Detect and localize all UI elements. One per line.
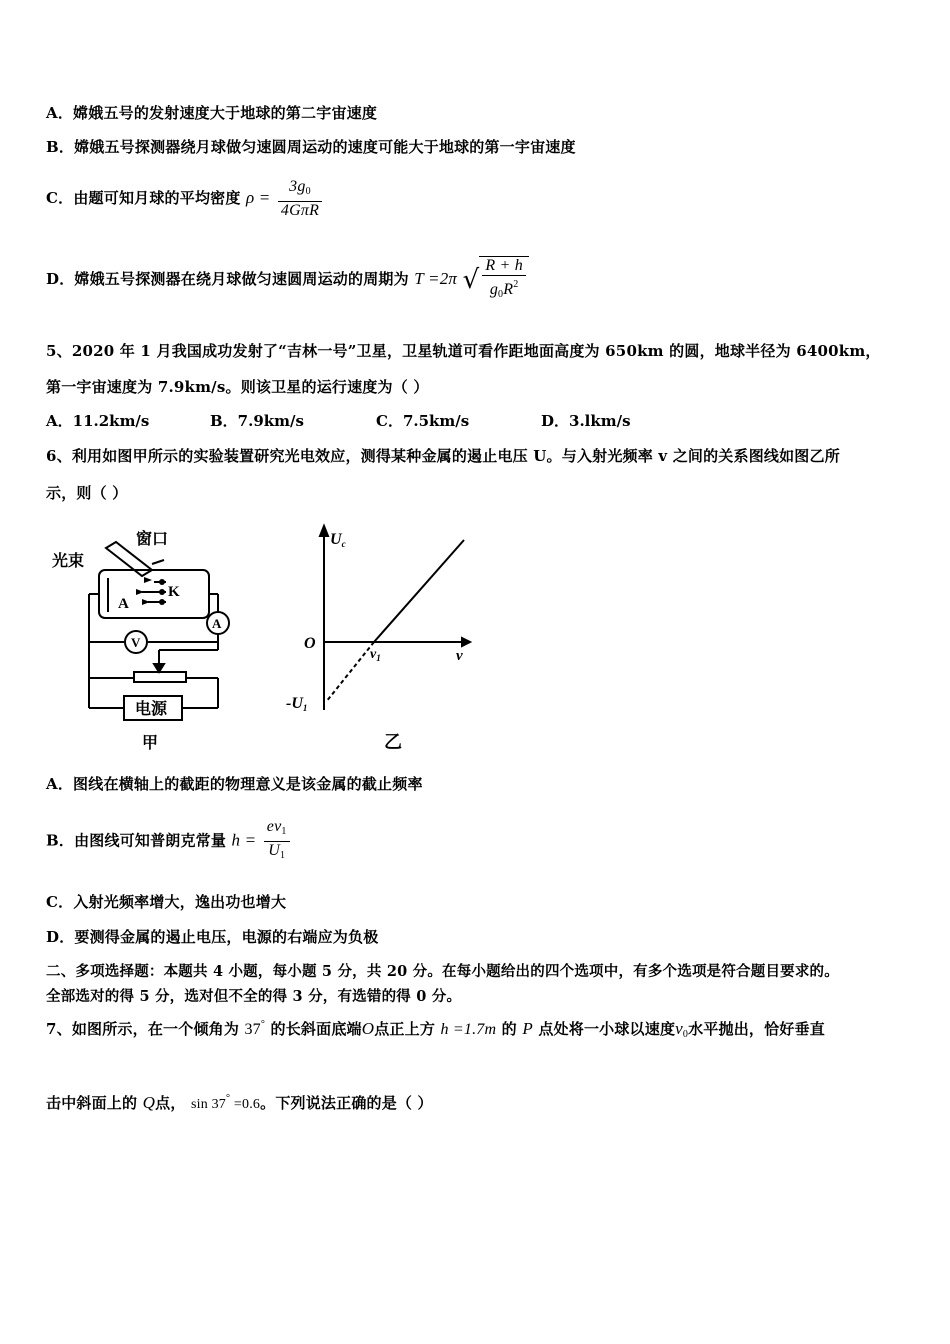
period-fraction	[482, 257, 526, 304]
phototube-outline	[99, 570, 209, 618]
planck-denominator-sub: 1	[279, 850, 286, 861]
period-numerator: R + h	[482, 257, 526, 276]
planck-denominator: U	[268, 842, 280, 859]
q7-text-7: 击中斜面上的	[46, 1094, 138, 1112]
section2-heading-line2: 全部选对的得 5 分，选对但不全的得 3 分，有选错的得 0 分。	[46, 988, 462, 1005]
q6-option-b-text: B．由图线可知普朗克常量	[46, 831, 227, 850]
q7-stem-line1	[46, 1018, 825, 1040]
caption-yi: 乙	[384, 732, 402, 752]
q5-option-a: A．11.2km/s	[46, 412, 150, 430]
period-formula-lhs: T =2π	[414, 269, 458, 288]
q5-stem-line1: 5、2020 年 1 月我国成功发射了“吉林一号”卫星，卫星轨道可看作距地面高度为 650km 的圆，地球半径为 6400km，	[46, 342, 881, 360]
y-intercept-label: -U1	[286, 695, 308, 713]
q6-option-c: C．入射光频率增大，逸出功也增大	[46, 893, 287, 911]
q6-option-d: D．要测得金属的遏止电压，电源的右端应为负极	[46, 928, 379, 946]
q6-stem-line2: 示，则（ ）	[46, 484, 128, 502]
q7-velocity: $v_0$	[675, 1019, 689, 1040]
q7-text-3: 点正上方	[374, 1020, 436, 1038]
q7-stem-line2	[46, 1092, 433, 1113]
q7-text-6: 水平抛出，恰好垂直	[688, 1020, 825, 1038]
section2-heading-line1: 二、多项选择题：本题共 4 小题，每小题 5 分，共 20 分。在每小题给出的四个选项中，有多个选项是符合题目要求的。	[46, 963, 839, 980]
q4-option-d-text: D．嫦娥五号探测器在绕月球做匀速圆周运动的周期为	[46, 270, 409, 288]
q6-stem-line1: 6、利用如图甲所示的实验装置研究光电效应，测得某种金属的遏止电压 U。与入射光频率 v 之间的关系图线如图乙所	[46, 447, 840, 465]
figure-jia	[44, 520, 244, 755]
density-formula-lhs: ρ =	[245, 188, 271, 207]
label-power: 电源	[135, 701, 168, 718]
q5-option-b: B．7.9km/s	[210, 412, 304, 430]
q5-option-c: C．7.5km/s	[376, 412, 470, 430]
q7-point-o: O	[361, 1019, 375, 1038]
planck-formula-lhs: h =	[231, 830, 257, 850]
period-den-g: g	[489, 281, 499, 298]
x-intercept-label: $v_1$	[370, 647, 381, 663]
q5-option-d: D．3.lkm/s	[541, 412, 631, 430]
q7-sin-value: sin 37° =0.6	[190, 1093, 261, 1112]
label-window: 窗口	[136, 531, 169, 548]
q7-height: h =1.7m	[440, 1021, 497, 1038]
density-numerator-sub: 0	[305, 186, 311, 197]
period-den-r: R	[503, 281, 514, 298]
figure-yi	[280, 520, 480, 755]
sqrt-icon: √	[462, 265, 480, 295]
q7-point-p: P	[522, 1019, 533, 1038]
planck-numerator: ev	[266, 818, 282, 835]
q7-angle: 37°	[244, 1019, 266, 1038]
q4-option-d	[46, 256, 529, 304]
period-den-g-sub: 0	[498, 289, 504, 300]
rheostat	[134, 672, 186, 682]
graph-line	[374, 540, 464, 642]
q7-text-4: 的	[501, 1020, 517, 1038]
q4-option-a: A．嫦娥五号的发射速度大于地球的第二宇宙速度	[46, 104, 378, 122]
graph-extension	[326, 642, 374, 702]
q4-option-b: B．嫦娥五号探测器绕月球做匀速圆周运动的速度可能大于地球的第一宇宙速度	[46, 138, 576, 156]
y-axis-label: Uc	[330, 531, 346, 549]
period-sqrt	[479, 256, 529, 304]
q6-option-a: A．图线在横轴上的截距的物理意义是该金属的截止频率	[46, 775, 423, 793]
density-fraction	[278, 178, 322, 220]
x-axis-label: v	[456, 648, 463, 664]
q7-text-1: 7、如图所示，在一个倾角为	[46, 1020, 240, 1038]
q4-option-c-text: C．由题可知月球的平均密度	[46, 189, 241, 207]
density-numerator: 3g	[289, 178, 306, 195]
label-anode: A	[118, 596, 129, 612]
q4-option-c	[46, 178, 324, 220]
label-ammeter: A	[212, 616, 222, 631]
planck-fraction	[264, 818, 290, 865]
q7-text-9: 。下列说法正确的是（ ）	[260, 1094, 433, 1112]
origin-label: O	[304, 635, 316, 652]
label-cathode: K	[168, 584, 180, 600]
q7-text-2: 的长斜面底端	[270, 1020, 362, 1038]
planck-numerator-sub: 1	[281, 826, 287, 837]
period-den-r-sup: 2	[513, 279, 519, 290]
q7-point-q: Q	[142, 1093, 156, 1112]
label-voltmeter: V	[131, 635, 141, 650]
caption-jia: 甲	[142, 735, 159, 752]
q5-stem-line2: 第一宇宙速度为 7.9km/s。则该卫星的运行速度为（ ）	[46, 378, 429, 396]
label-beam: 光束	[52, 553, 85, 570]
q6-option-b	[46, 818, 292, 865]
density-denominator: 4GπR	[280, 202, 320, 219]
q7-text-5: 点处将一小球以速度	[538, 1020, 676, 1038]
q7-text-8: 点，	[155, 1094, 186, 1112]
